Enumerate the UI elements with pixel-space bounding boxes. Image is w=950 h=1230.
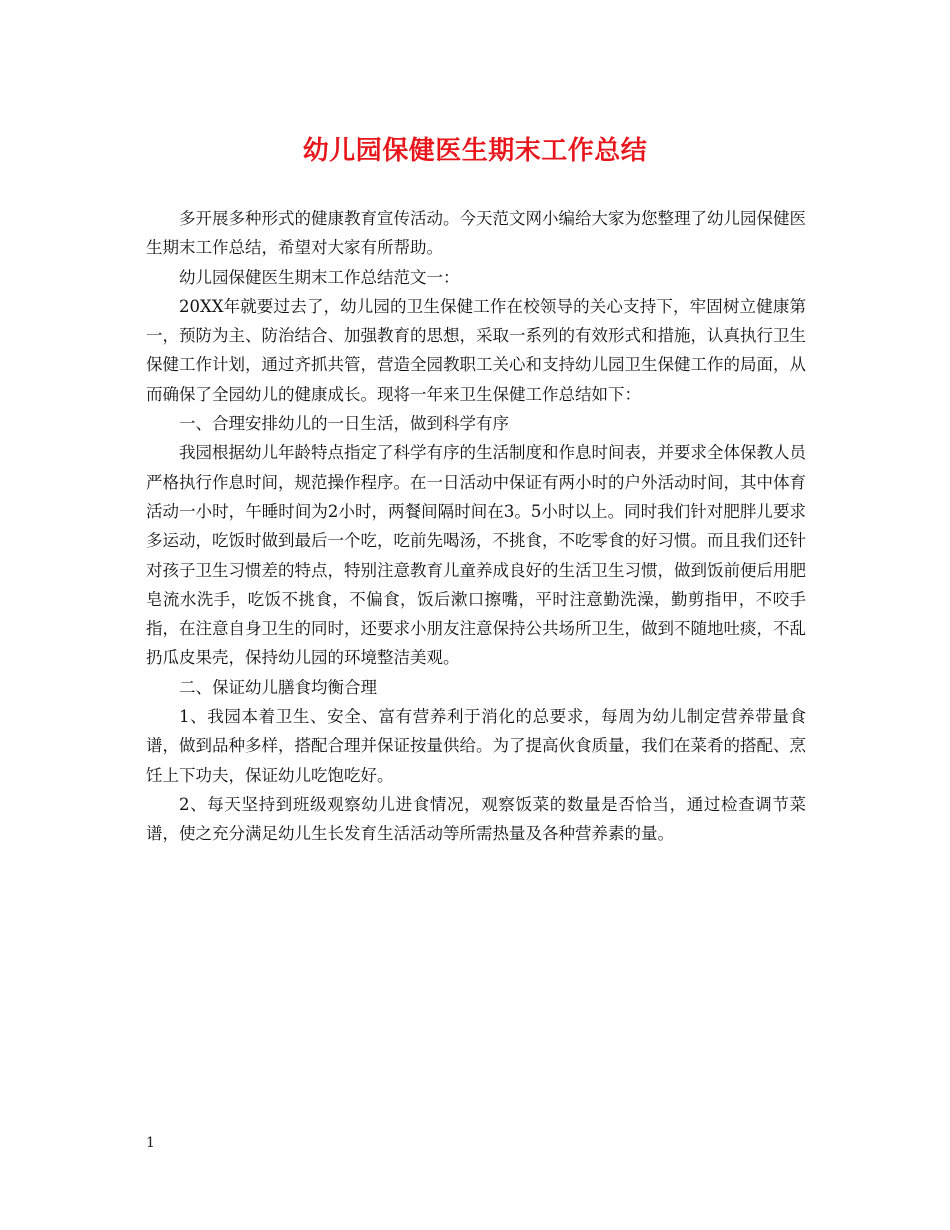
sample-heading: 幼儿园保健医生期末工作总结范文一：: [179, 267, 460, 287]
body-paragraph: 我园根据幼儿年龄特点指定了科学有序的生活制度和作息时间表，并要求全体保教人员严格执行作息时间，规范操作程序。在一日活动中保证有两小时的户外活动时间，其中体育活动一小时，午睡时间为2小时，两餐间隔时间在3。5小时以上。同时我们针对肥胖儿要求多运动，吃饭时做到最后一个吃，吃前先喝汤，不挑食，不吃零食的好习惯。而且我们还针对孩子卫生习惯差的特点，特别注意教育儿童养成良好的生活卫生习惯，做到饭前便后用肥皂流水洗手，吃饭不挑食，不偏食，饭后漱口擦嘴，平时注意勤洗澡，勤剪指甲，不咬手指，在注意自身卫生的同时，还要求小朋友注意保持公共场所卫生，做到不随地吐痰，不乱扔瓜皮果壳，保持幼儿园的环境整洁美观。: [146, 443, 806, 668]
body-paragraph: 20XX年就要过去了，幼儿园的卫生保健工作在校领导的关心支持下，牢固树立健康第一，预防为主、防治结合、加强教育的思想，采取一系列的有效形式和措施，认真执行卫生保健工作计划，通过齐抓共管，营造全园教职工关心和支持幼儿园卫生保健工作的局面，从而确保了全园幼儿的健康成长。现将一年来卫生保健工作总结如下：: [146, 296, 806, 404]
intro-paragraph: 多开展多种形式的健康教育宣传活动。今天范文网小编给大家为您整理了幼儿园保健医生期末工作总结，希望对大家有所帮助。: [146, 209, 806, 258]
document-title: 幼儿园保健医生期末工作总结: [302, 136, 648, 166]
section-heading-1: 一、合理安排幼儿的一日生活，做到科学有序: [179, 414, 509, 434]
list-item: 1、我园本着卫生、安全、富有营养利于消化的总要求，每周为幼儿制定营养带量食谱，做到品种多样，搭配合理并保证按量供给。为了提高伙食质量，我们在菜肴的搭配、烹饪上下功夫，保证幼儿吃饱吃好。: [146, 707, 806, 785]
page-number: 1: [146, 1135, 155, 1151]
list-item: 2、每天坚持到班级观察幼儿进食情况，观察饭菜的数量是否恰当，通过检查调节菜谱，使之充分满足幼儿生长发育生活活动等所需热量及各种营养素的量。: [146, 794, 806, 844]
section-heading-2: 二、保证幼儿膳食均衡合理: [179, 677, 377, 697]
document-body: [146, 204, 806, 849]
